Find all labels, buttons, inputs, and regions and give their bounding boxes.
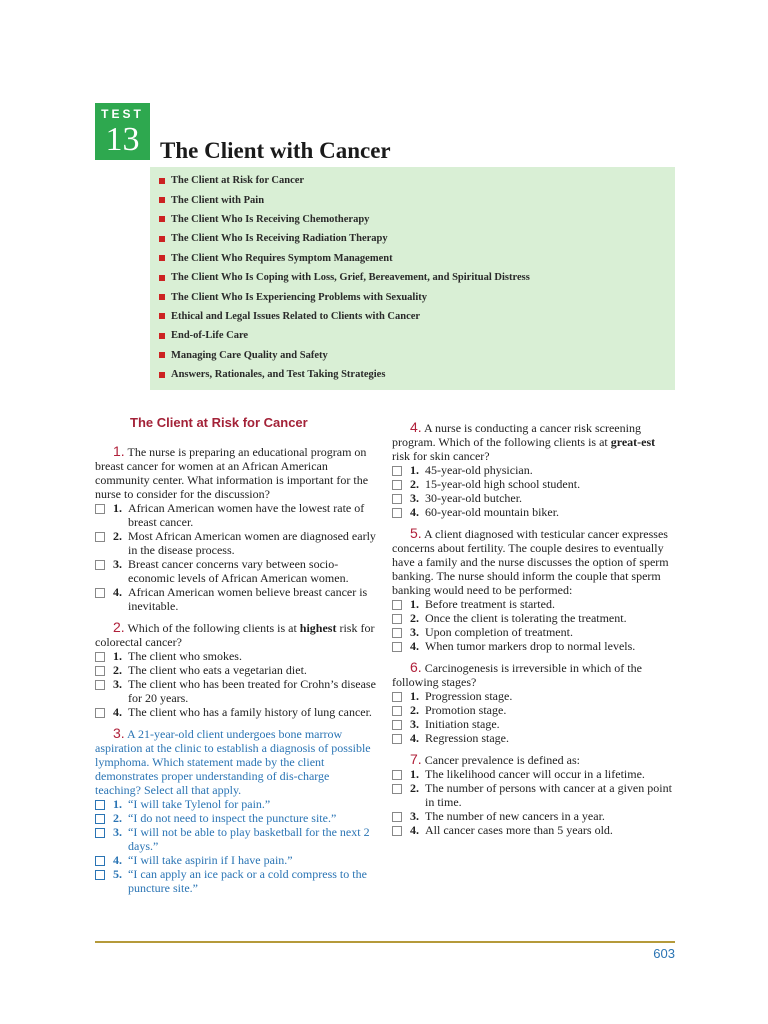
question-7 [392, 752, 676, 837]
answer-checkbox[interactable] [95, 680, 105, 690]
toc-item [159, 210, 675, 229]
question-5 [392, 526, 676, 653]
question-1 [95, 444, 377, 613]
question-stem [95, 726, 377, 797]
answer-option[interactable] [95, 529, 377, 557]
toc-item-label: The Client Who Requires Symptom Management [171, 252, 393, 264]
toc-item-label: Ethical and Legal Issues Related to Clients with Cancer [171, 310, 421, 322]
answer-options [392, 463, 676, 519]
toc-item [159, 190, 675, 209]
question-stem [95, 620, 377, 649]
toc-item [159, 326, 675, 345]
option-text: “I do not need to inspect the puncture site.” [128, 811, 337, 825]
answer-options [95, 501, 377, 613]
option-text: Upon completion of treatment. [425, 625, 573, 639]
toc-item [159, 229, 675, 248]
left-column [95, 416, 377, 902]
option-number: 3. [113, 557, 122, 571]
answer-checkbox[interactable] [392, 642, 402, 652]
option-text: The likelihood cancer will occur in a lifetime. [425, 767, 645, 781]
section-heading: The Client at Risk for Cancer [130, 415, 308, 430]
answer-option[interactable] [95, 705, 377, 719]
answer-checkbox[interactable] [392, 770, 402, 780]
option-text: Before treatment is started. [425, 597, 555, 611]
toc-box [150, 167, 675, 390]
toc-item-label: End-of-Life Care [171, 330, 249, 342]
option-text: 45-year-old physician. [425, 463, 533, 477]
option-text: When tumor markers drop to normal levels. [425, 639, 636, 653]
answer-checkbox[interactable] [392, 614, 402, 624]
answer-option[interactable] [392, 505, 676, 519]
chapter-title: The Client with Cancer [160, 138, 391, 163]
question-text-end: risk for colorectal cancer? [95, 621, 375, 649]
test-badge [95, 103, 150, 160]
option-text: The number of persons with cancer at a given point in time. [425, 781, 672, 809]
answer-option[interactable] [95, 585, 377, 613]
question-6 [392, 660, 676, 745]
answer-options [392, 767, 676, 837]
square-bullet-icon [159, 313, 165, 319]
option-number: 1. [113, 649, 122, 663]
square-bullet-icon [159, 216, 165, 222]
answer-option[interactable] [95, 663, 377, 677]
option-number: 4. [113, 585, 122, 599]
toc-item-label: The Client Who Is Receiving Chemotherapy [171, 213, 370, 225]
option-number: 1. [113, 797, 122, 811]
question-number: 1. [113, 443, 125, 459]
option-number: 4. [113, 705, 122, 719]
square-bullet-icon [159, 275, 165, 281]
option-text: Most African American women are diagnosed early in the disease process. [128, 529, 376, 557]
toc-item-label: The Client Who Is Receiving Radiation Therapy [171, 233, 388, 245]
option-number: 2. [410, 611, 419, 625]
answer-option[interactable] [392, 611, 676, 625]
option-number: 5. [113, 867, 122, 881]
toc-list [150, 167, 675, 384]
question-4 [392, 420, 676, 519]
answer-option[interactable] [392, 491, 676, 505]
question-number: 5. [410, 525, 422, 541]
answer-option[interactable] [392, 463, 676, 477]
question-number: 4. [410, 419, 422, 435]
toc-item [159, 307, 675, 326]
answer-options [392, 597, 676, 653]
question-2 [95, 620, 377, 719]
answer-checkbox[interactable] [95, 560, 105, 570]
answer-checkbox[interactable] [392, 734, 402, 744]
option-number: 1. [410, 463, 419, 477]
answer-option[interactable] [392, 625, 676, 639]
option-text: The client who eats a vegetarian diet. [128, 663, 307, 677]
option-number: 3. [113, 825, 122, 839]
square-bullet-icon [159, 255, 165, 261]
option-number: 3. [113, 677, 122, 691]
test-number: 13 [105, 121, 140, 158]
answer-checkbox[interactable] [95, 856, 105, 866]
answer-option[interactable] [95, 557, 377, 585]
toc-item [159, 365, 675, 384]
option-number: 2. [410, 703, 419, 717]
question-number: 6. [410, 659, 422, 675]
option-text: “I will not be able to play basketball for the next 2 days.” [128, 825, 370, 853]
question-stem [392, 526, 676, 597]
answer-option[interactable] [392, 809, 676, 823]
question-number: 2. [113, 619, 125, 635]
answer-options [95, 649, 377, 719]
question-stem [392, 752, 676, 767]
answer-checkbox[interactable] [95, 708, 105, 718]
answer-checkbox[interactable] [392, 812, 402, 822]
question-text-end: risk for skin cancer? [392, 449, 490, 463]
answer-checkbox[interactable] [95, 588, 105, 598]
answer-checkbox[interactable] [392, 706, 402, 716]
option-text: Promotion stage. [425, 703, 507, 717]
answer-option[interactable] [392, 477, 676, 491]
answer-checkbox[interactable] [95, 504, 105, 514]
right-column [392, 420, 676, 844]
square-bullet-icon [159, 178, 165, 184]
option-text: 30-year-old butcher. [425, 491, 523, 505]
toc-item-label: The Client at Risk for Cancer [171, 175, 305, 187]
question-text: A 21-year-old client undergoes bone marrow aspiration at the clinic to establish a diagnosis of possible lymphoma. Which statement made by the client demonstrates proper understanding of dis-charge teaching? Select all that apply. [95, 727, 371, 797]
question-text: The nurse is preparing an educational program on breast cancer for women at an African American community center. What information is important for the nurse to consider for the discussion? [95, 445, 369, 501]
question-text: Carcinogenesis is irreversible in which of the following stages? [392, 661, 642, 689]
question-stem [392, 660, 676, 689]
option-text: African American women have the lowest rate of breast cancer. [128, 501, 365, 529]
toc-item [159, 287, 675, 306]
question-emphasis: highest [299, 621, 337, 635]
answer-checkbox[interactable] [392, 826, 402, 836]
toc-item-label: The Client Who Is Experiencing Problems with Sexuality [171, 291, 428, 303]
option-number: 3. [410, 809, 419, 823]
option-text: The client who has a family history of lung cancer. [128, 705, 372, 719]
answer-option[interactable] [392, 767, 676, 781]
option-number: 4. [113, 853, 122, 867]
answer-option[interactable] [95, 797, 377, 811]
option-number: 1. [410, 767, 419, 781]
answer-checkbox[interactable] [392, 628, 402, 638]
question-emphasis: great-est [610, 435, 656, 449]
question-stem [95, 444, 377, 501]
option-text: Once the client is tolerating the treatment. [425, 611, 627, 625]
toc-item-label: Answers, Rationales, and Test Taking Strategies [171, 369, 386, 381]
option-number: 4. [410, 639, 419, 653]
option-text: Progression stage. [425, 689, 513, 703]
square-bullet-icon [159, 236, 165, 242]
toc-item [159, 346, 675, 365]
answer-options [95, 797, 377, 895]
square-bullet-icon [159, 352, 165, 358]
option-text: The client who has been treated for Crohn’s disease for 20 years. [128, 677, 376, 705]
square-bullet-icon [159, 197, 165, 203]
option-number: 3. [410, 625, 419, 639]
option-text: The client who smokes. [128, 649, 242, 663]
answer-option[interactable] [95, 677, 377, 705]
option-text: Breast cancer concerns vary between socio-economic levels of African American women. [128, 557, 349, 585]
option-text: The number of new cancers in a year. [425, 809, 605, 823]
question-text: A client diagnosed with testicular cancer expresses concerns about fertility. The couple desires to eventually have a family and the nurse discusses the option of sperm banking. The nurse should inform the couple that sperm banking would need to be performed: [392, 527, 669, 597]
answer-checkbox[interactable] [95, 828, 105, 838]
square-bullet-icon [159, 294, 165, 300]
page-number: 603 [653, 946, 675, 961]
test-label: TEST [101, 107, 144, 121]
answer-option[interactable] [95, 853, 377, 867]
toc-item [159, 171, 675, 190]
answer-checkbox[interactable] [95, 532, 105, 542]
answer-checkbox[interactable] [392, 692, 402, 702]
answer-option[interactable] [392, 597, 676, 611]
answer-checkbox[interactable] [95, 800, 105, 810]
answer-option[interactable] [392, 781, 676, 809]
answer-option[interactable] [392, 717, 676, 731]
option-number: 2. [410, 781, 419, 795]
answer-checkbox[interactable] [95, 814, 105, 824]
toc-item-label: The Client with Pain [171, 194, 265, 206]
toc-item [159, 268, 675, 287]
toc-item-label: The Client Who Is Coping with Loss, Grief, Bereavement, and Spiritual Distress [171, 272, 530, 284]
option-number: 1. [113, 501, 122, 515]
answer-options [392, 689, 676, 745]
option-text: All cancer cases more than 5 years old. [425, 823, 613, 837]
question-number: 3. [113, 725, 125, 741]
answer-checkbox[interactable] [95, 870, 105, 880]
option-number: 4. [410, 731, 419, 745]
option-number: 3. [410, 491, 419, 505]
answer-option[interactable] [392, 639, 676, 653]
toc-item [159, 249, 675, 268]
footer-rule [95, 941, 675, 943]
option-text: “I will take Tylenol for pain.” [128, 797, 271, 811]
option-number: 2. [113, 663, 122, 677]
option-number: 1. [410, 689, 419, 703]
option-number: 4. [410, 823, 419, 837]
option-text: “I can apply an ice pack or a cold compress to the puncture site.” [128, 867, 367, 895]
answer-checkbox[interactable] [392, 494, 402, 504]
question-number: 7. [410, 751, 422, 767]
answer-checkbox[interactable] [392, 600, 402, 610]
option-text: 60-year-old mountain biker. [425, 505, 560, 519]
answer-option[interactable] [95, 811, 377, 825]
option-text: Initiation stage. [425, 717, 500, 731]
question-text: A nurse is conducting a cancer risk screening program. Which of the following clients is at [392, 421, 641, 449]
answer-checkbox[interactable] [95, 666, 105, 676]
answer-option[interactable] [392, 823, 676, 837]
answer-checkbox[interactable] [95, 652, 105, 662]
answer-checkbox[interactable] [392, 480, 402, 490]
answer-option[interactable] [95, 825, 377, 853]
answer-checkbox[interactable] [392, 784, 402, 794]
answer-checkbox[interactable] [392, 508, 402, 518]
option-text: 15-year-old high school student. [425, 477, 581, 491]
option-text: “I will take aspirin if I have pain.” [128, 853, 293, 867]
answer-option[interactable] [95, 501, 377, 529]
option-number: 2. [113, 811, 122, 825]
square-bullet-icon [159, 372, 165, 378]
option-number: 1. [410, 597, 419, 611]
option-text: Regression stage. [425, 731, 509, 745]
answer-option[interactable] [95, 867, 377, 895]
question-3 [95, 726, 377, 895]
question-stem [392, 420, 676, 463]
question-text: Cancer prevalence is defined as: [424, 753, 580, 767]
square-bullet-icon [159, 333, 165, 339]
answer-option[interactable] [392, 731, 676, 745]
answer-option[interactable] [392, 703, 676, 717]
option-number: 4. [410, 505, 419, 519]
toc-item-label: Managing Care Quality and Safety [171, 349, 328, 361]
answer-option[interactable] [392, 689, 676, 703]
answer-option[interactable] [95, 649, 377, 663]
question-text: Which of the following clients is at [127, 621, 300, 635]
option-number: 2. [410, 477, 419, 491]
option-number: 3. [410, 717, 419, 731]
option-number: 2. [113, 529, 122, 543]
answer-checkbox[interactable] [392, 720, 402, 730]
option-text: African American women believe breast cancer is inevitable. [128, 585, 368, 613]
answer-checkbox[interactable] [392, 466, 402, 476]
